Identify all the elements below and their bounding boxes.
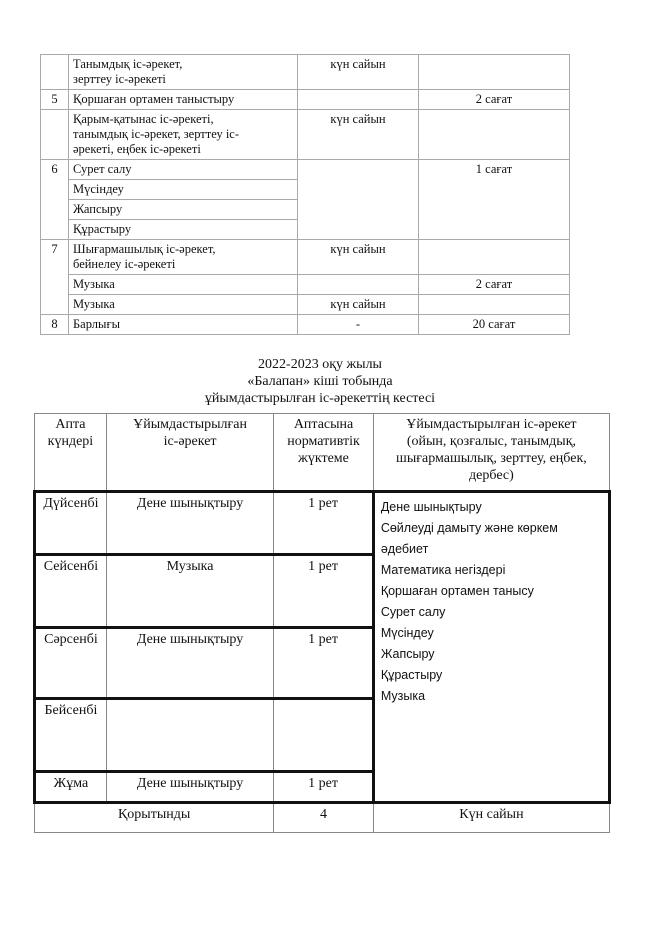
activity-cell: Дене шынықтыру — [106, 492, 273, 555]
activity-line: Жапсыру — [73, 202, 123, 216]
frequency-cell: күн сайын — [298, 110, 419, 160]
list-item: Мүсіндеу — [380, 626, 434, 640]
list-item: Жапсыру — [380, 647, 435, 661]
table-row — [41, 160, 570, 180]
activity-cell — [69, 200, 298, 220]
activity-line: Құрастыру — [73, 222, 132, 236]
free-activity-list-cell — [373, 492, 609, 803]
activity-line: Музыка — [73, 297, 115, 311]
activity-cell — [69, 180, 298, 200]
list-item: әдебиет — [380, 542, 429, 556]
header-line: жүктеме — [298, 451, 349, 466]
row-number — [41, 55, 69, 90]
free-activity-list — [381, 497, 602, 707]
activity-cell — [69, 315, 298, 335]
activity-line: әрекеті, еңбек іс-әрекеті — [73, 142, 201, 156]
day-cell: Сейсенбі — [35, 555, 107, 628]
activity-line: Мүсіндеу — [73, 182, 124, 196]
frequency-cell — [298, 275, 419, 295]
table-row — [41, 295, 570, 315]
activity-cell: Дене шынықтыру — [106, 628, 273, 699]
activity-line: Қоршаған ортамен таныстыру — [73, 92, 235, 106]
activity-cell — [106, 699, 273, 772]
header-line: (ойын, қозғалыс, танымдық, — [406, 434, 576, 449]
header-days — [35, 414, 107, 492]
day-cell: Дүйсенбі — [35, 492, 107, 555]
hours-cell: 20 сағат — [419, 315, 570, 335]
total-frequency: Күн сайын — [373, 803, 609, 833]
header-line: нормативтік — [287, 434, 360, 449]
header-line: күндері — [47, 434, 94, 449]
activity-cell: Музыка — [106, 555, 273, 628]
header-line: Ұйымдастырылған — [133, 417, 247, 432]
frequency-cell — [298, 90, 419, 110]
hours-cell — [419, 240, 570, 275]
header-organized — [106, 414, 273, 492]
activity-cell — [69, 220, 298, 240]
header-row — [35, 414, 610, 492]
activity-cell: Дене шынықтыру — [106, 772, 273, 803]
activity-line: зерттеу іс-әрекеті — [73, 72, 166, 86]
curriculum-hours-table — [40, 54, 570, 335]
table-row — [41, 110, 570, 160]
header-line: Ұйымдастырылған іс-әрекет — [406, 417, 577, 432]
total-label: Қорытынды — [35, 803, 274, 833]
header-line: дербес) — [469, 468, 514, 483]
list-item: Математика негіздері — [380, 563, 506, 577]
hours-cell — [419, 55, 570, 90]
list-item: Құрастыру — [380, 668, 443, 682]
list-item: Сурет салу — [380, 605, 446, 619]
day-cell: Жұма — [35, 772, 107, 803]
header-line: Аптасына — [293, 417, 354, 432]
hours-cell — [419, 295, 570, 315]
header-weekly-load — [274, 414, 374, 492]
activity-cell — [69, 275, 298, 295]
title-line-group: «Балапан» кіші тобында — [247, 374, 393, 389]
header-free-activity — [373, 414, 609, 492]
day-cell: Сәрсенбі — [35, 628, 107, 699]
table-row-total — [35, 803, 610, 833]
activity-line: Қарым-қатынас іс-әрекеті, — [73, 112, 214, 126]
schedule-title — [0, 356, 640, 407]
table-row-monday — [35, 492, 610, 555]
load-cell: 1 рет — [274, 492, 374, 555]
header-line: іс-әрекет — [163, 434, 217, 449]
hours-cell: 2 сағат — [419, 90, 570, 110]
weekly-schedule-table — [33, 413, 611, 833]
frequency-cell — [298, 160, 419, 240]
day-cell: Бейсенбі — [35, 699, 107, 772]
list-item: Дене шынықтыру — [380, 500, 482, 514]
activity-cell — [69, 55, 298, 90]
row-number — [41, 110, 69, 160]
title-line-name: ұйымдастырылған іс-әрекеттің кестесі — [204, 391, 436, 406]
list-item: Музыка — [380, 689, 426, 703]
activity-line: Танымдық іс-әрекет, — [73, 57, 183, 71]
table-row — [41, 275, 570, 295]
activity-line: Шығармашылық іс-әрекет, — [73, 242, 216, 256]
activity-cell — [69, 295, 298, 315]
load-cell — [274, 699, 374, 772]
table-row — [41, 55, 570, 90]
load-cell: 1 рет — [274, 555, 374, 628]
activity-line: бейнелеу іс-әрекеті — [73, 257, 176, 271]
frequency-cell: - — [298, 315, 419, 335]
header-line: шығармашылық, зерттеу, еңбек, — [396, 451, 587, 466]
row-number: 6 — [41, 160, 69, 240]
frequency-cell: күн сайын — [298, 55, 419, 90]
activity-cell — [69, 90, 298, 110]
activity-line: Музыка — [73, 277, 115, 291]
total-count: 4 — [274, 803, 374, 833]
table-row — [41, 90, 570, 110]
activity-cell — [69, 240, 298, 275]
hours-cell: 1 сағат — [419, 160, 570, 240]
row-number: 5 — [41, 90, 69, 110]
activity-line: Сурет салу — [73, 162, 132, 176]
activity-line: Барлығы — [73, 317, 120, 331]
header-line: Апта — [55, 417, 86, 432]
table-row — [41, 315, 570, 335]
schedule-table-wrapper — [33, 413, 611, 829]
frequency-cell: күн сайын — [298, 240, 419, 275]
activity-cell — [69, 160, 298, 180]
load-cell: 1 рет — [274, 628, 374, 699]
title-line-year: 2022-2023 оқу жылы — [258, 357, 382, 372]
hours-cell — [419, 110, 570, 160]
hours-cell: 2 сағат — [419, 275, 570, 295]
list-item: Сөйлеуді дамыту және көркем — [380, 521, 558, 535]
load-cell: 1 рет — [274, 772, 374, 803]
list-item: Қоршаған ортамен танысу — [380, 584, 534, 598]
row-number: 8 — [41, 315, 69, 335]
frequency-cell: күн сайын — [298, 295, 419, 315]
activity-cell — [69, 110, 298, 160]
row-number: 7 — [41, 240, 69, 315]
activity-line: танымдық іс-әрекет, зерттеу іс- — [73, 127, 240, 141]
table-row — [41, 240, 570, 275]
